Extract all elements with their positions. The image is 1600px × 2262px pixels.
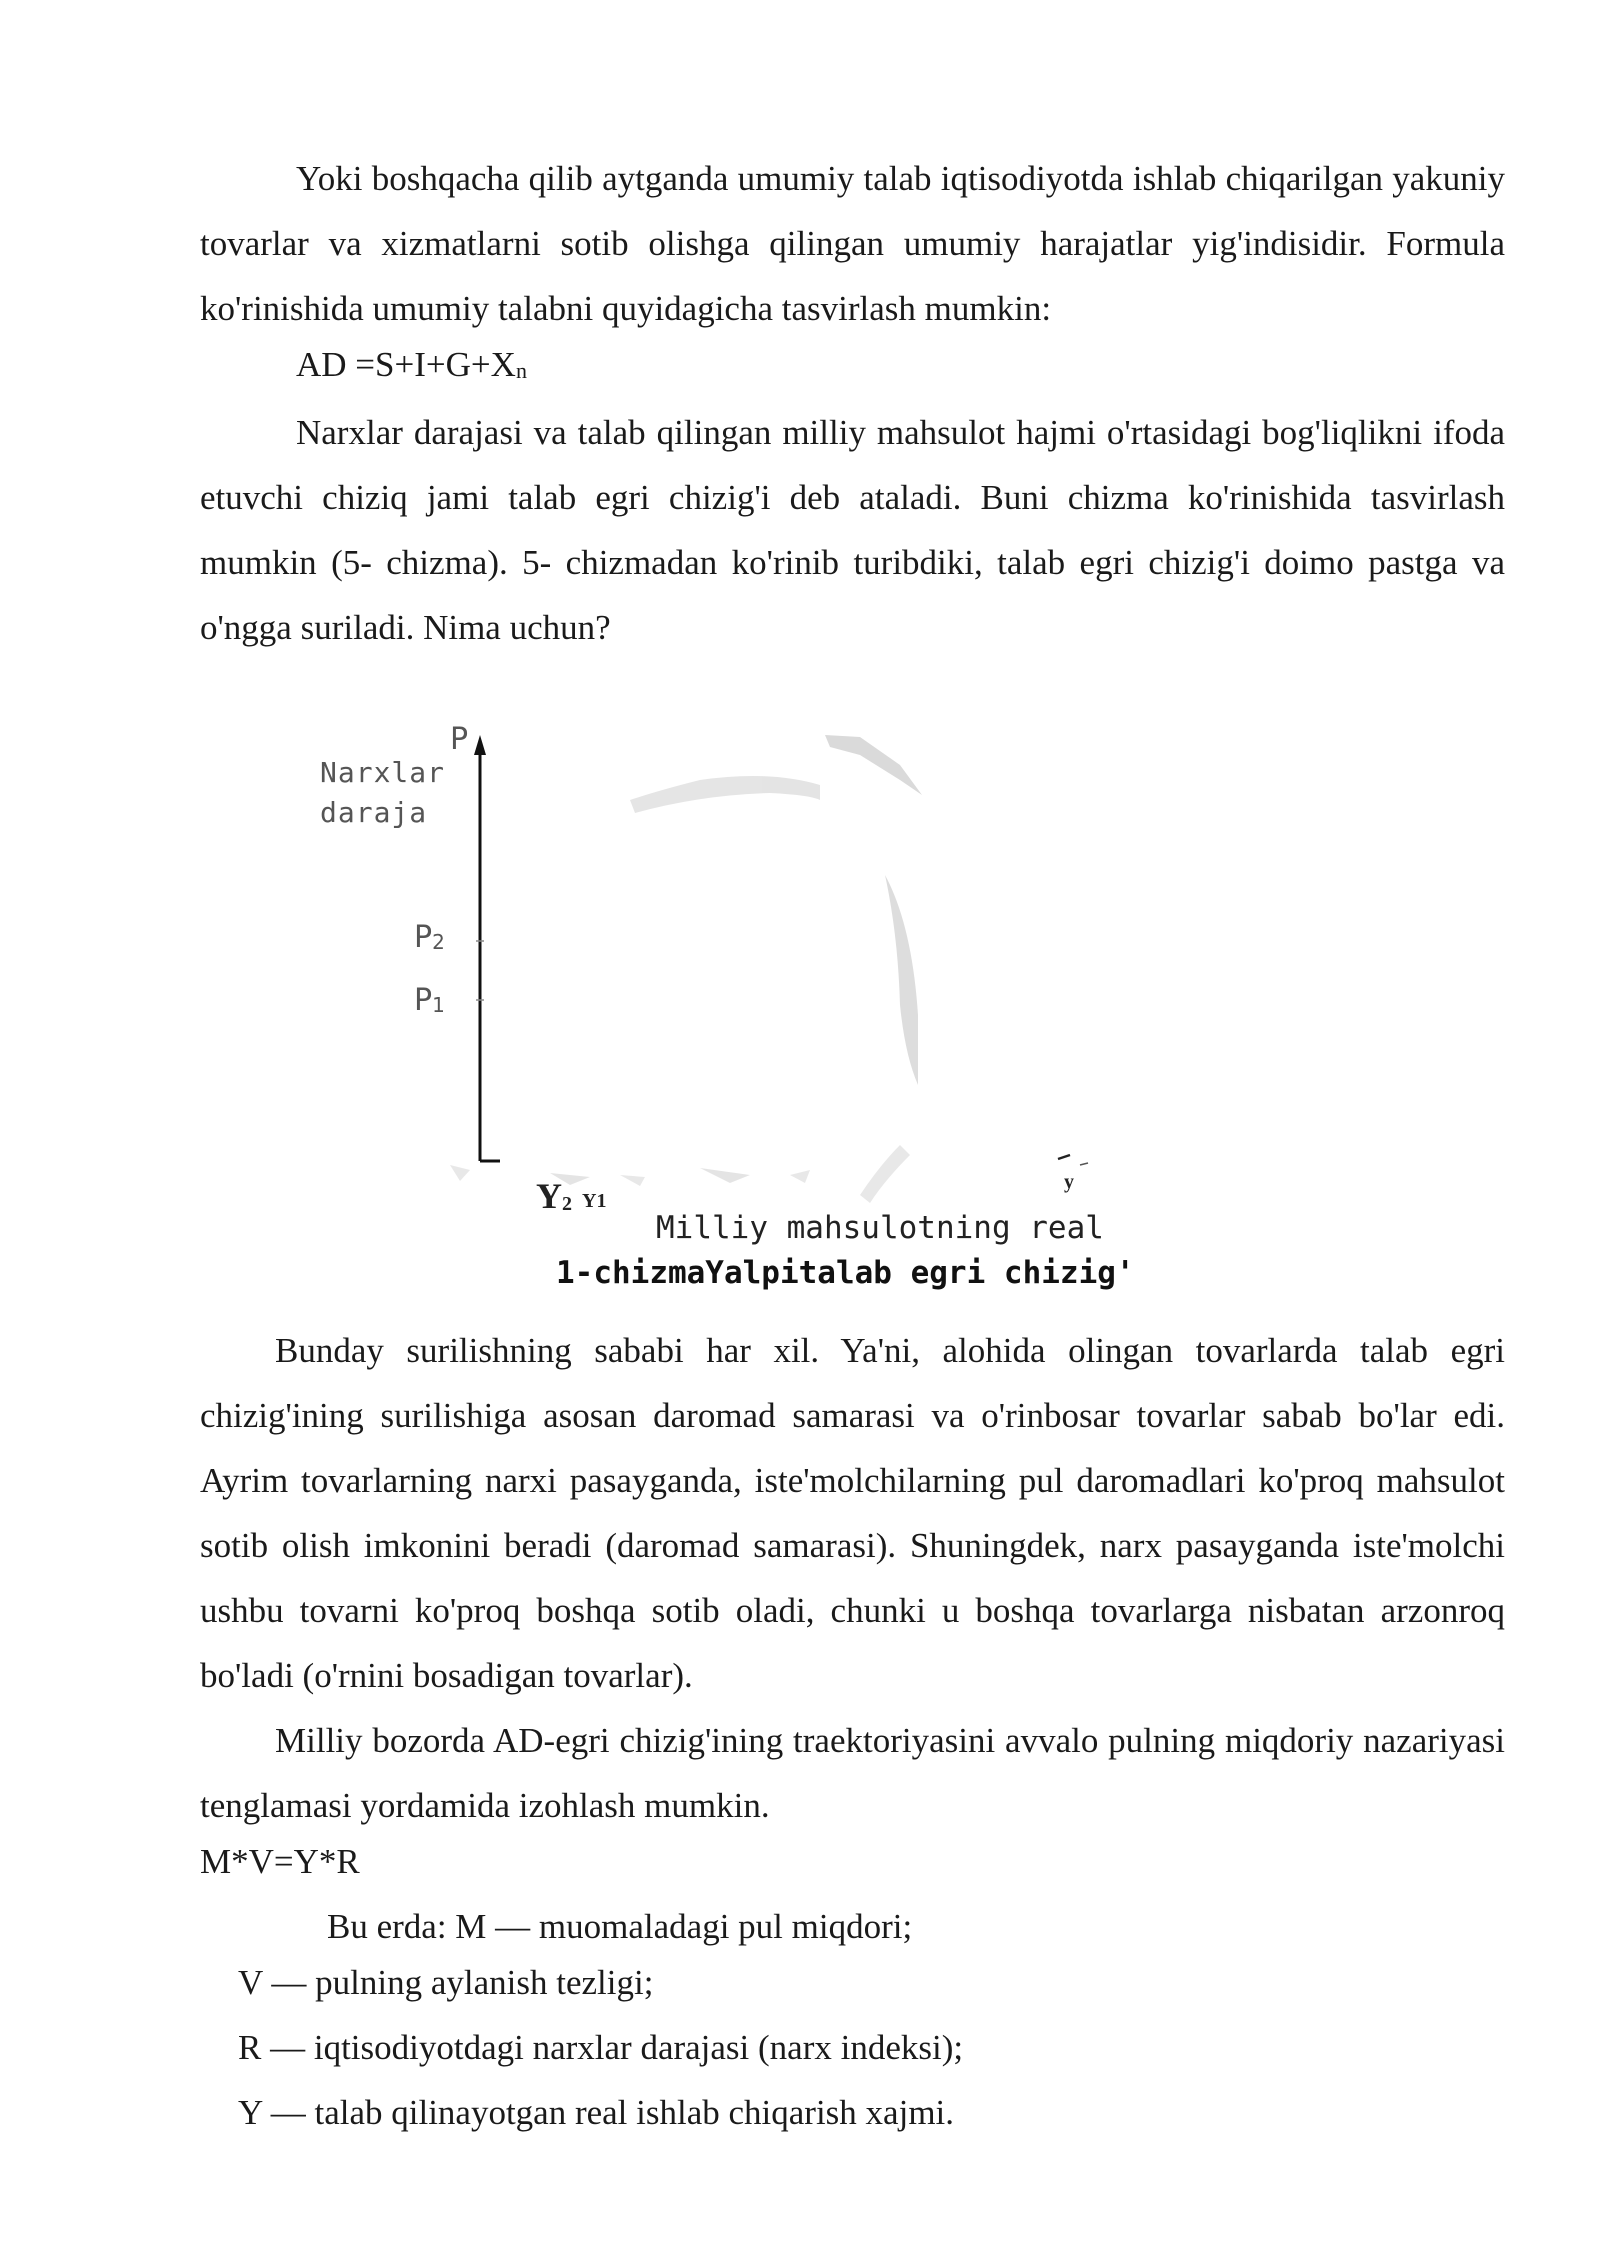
x-tick-y1: Y1 [582,1190,607,1212]
x-axis-end-mark [1058,1155,1070,1159]
formula-quantity-theory: M*V=Y*R [200,1842,360,1881]
y-axis-label-line1: Narxlar [320,756,446,789]
tick-label-p1-letter: P [414,983,433,1018]
x-tick-y2-letter: Y [536,1176,562,1216]
faded-background [450,735,922,1203]
paragraph-shift-reasons: Bunday surilishning sababi har xil. Ya'ni, alohida olingan tovarlarda talab egri chizig'ining surilishiga asosan daromad samarasi va o'rinbosar tovarlar sabab bo'lar edi. Ayrim tovarlarning narxi pasayganda, iste'molchilarning pul daromadlari ko'proq mahsulot sotib olish imkonini beradi (daromad samarasi). Shuningdek, narx pasayganda iste'molchi ushbu tovarni ko'proq boshqa sotib oladi, chunki u boshqa tovarlarga nisbatan arzonroq bo'ladi (o'rnini bosadigan tovarlar). [200,1331,1505,1695]
definition-intro-m: Bu erda: M — muomaladagi pul miqdori; [327,1907,913,1946]
tick-label-p2-sub: 2 [432,930,445,954]
x-tick-y2-sub: 2 [562,1193,572,1215]
y-axis-label-line2: daraja [320,796,428,829]
x-axis-end-dash [1080,1163,1088,1165]
formula-aggregate-demand [296,345,527,389]
x-tick-y2 [536,1175,572,1217]
y-axis-letter: P [450,722,469,757]
definition-y: Y — talab qilinayotgan real ishlab chiqarish xajmi. [238,2093,955,2132]
y-axis-label [320,753,445,833]
definition-r: R — iqtisodiyotdagi narxlar darajasi (narx indeksi); [238,2028,964,2067]
figure-x-axis-label: Milliy mahsulotning real [656,1210,1104,1246]
paragraph-demand-curve: Narxlar darajasi va talab qilingan milliy mahsulot hajmi o'rtasidagi bog'liqlikni ifoda etuvchi chiziq jami talab egri chizig'i deb ataladi. Buni chizma ko'rinishida tasvirlash mumkin (5- chizma). 5- chizmadan ko'rinib turibdiki, talab egri chizig'i doimo pastga va o'ngga suriladi. Nima uchun? [200,413,1505,647]
definition-v: V — pulning aylanish tezligi; [238,1963,654,2002]
tick-label-p2-letter: P [414,920,433,955]
tick-label-p1-sub: 1 [432,993,445,1017]
y-axis-arrow [474,735,486,755]
paragraph-quantity-theory: Milliy bozorda AD-egri chizig'ining traektoriyasini avvalo pulning miqdoriy nazariyasi tenglamasi yordamida izohlash mumkin. [200,1721,1505,1825]
paragraph-aggregate-demand-definition: Yoki boshqacha qilib aytganda umumiy talab iqtisodiyotda ishlab chiqarilgan yakuniy tovarlar va xizmatlarni sotib olishga qilingan umumiy harajatlar yig'indisidir. Formula ko'rinishida umumiy talabni quyidagicha tasvirlash mumkin: [200,159,1505,328]
x-tick-y-end: y [1064,1171,1074,1193]
tick-label-p1 [414,983,445,1018]
figure-caption: 1-chizmaYalpitalab egri chizig' [556,1255,1135,1291]
formula-ad-subscript: n [515,358,527,383]
formula-ad-main: AD =S+I+G+X [296,345,516,384]
tick-label-p2 [414,920,445,955]
